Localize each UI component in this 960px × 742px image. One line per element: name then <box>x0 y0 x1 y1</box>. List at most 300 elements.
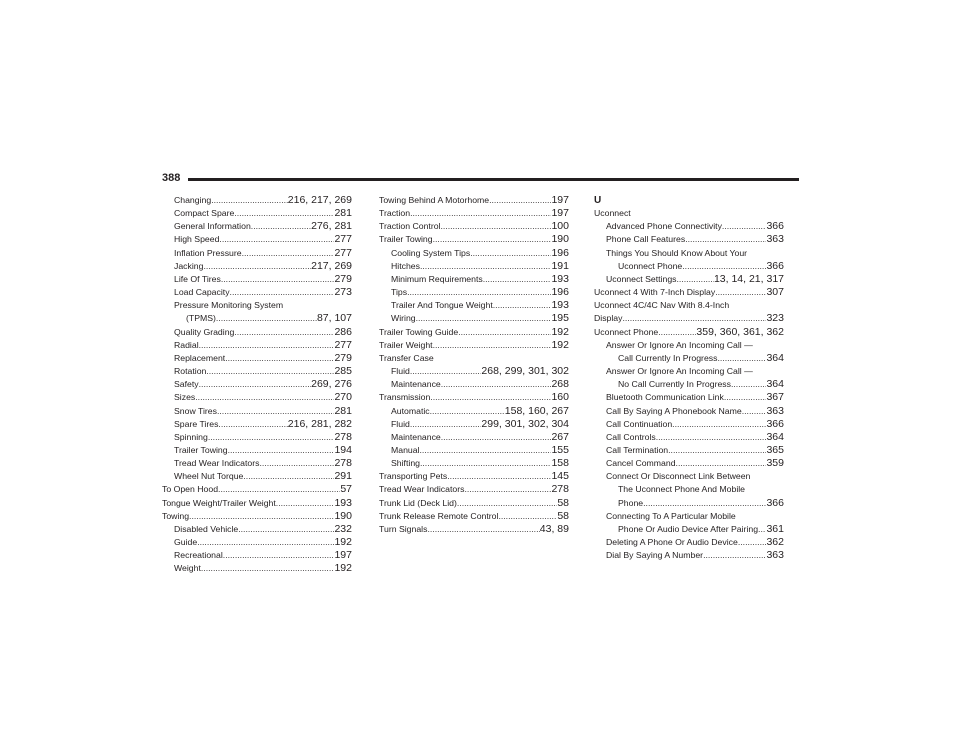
index-page-refs: 366 <box>766 417 784 430</box>
index-term: Trailer Towing <box>174 444 228 455</box>
dot-leader <box>420 260 552 273</box>
index-page-refs: 197 <box>551 207 569 220</box>
index-entry <box>379 444 569 457</box>
index-entry <box>594 286 784 299</box>
index-page-refs: 145 <box>551 470 569 483</box>
index-term: Transmission <box>379 392 431 403</box>
index-term: Snow Tires <box>174 405 217 416</box>
dot-leader <box>201 562 335 575</box>
dot-leader <box>410 207 551 220</box>
index-entry <box>379 523 569 536</box>
index-page-refs: 291 <box>334 470 352 483</box>
index-page-refs: 268 <box>551 378 569 391</box>
index-page-refs: 366 <box>766 220 784 233</box>
dot-leader <box>677 273 714 286</box>
dot-leader <box>189 510 334 523</box>
index-page-refs: 155 <box>551 443 569 456</box>
index-page-refs: 58 <box>557 496 569 509</box>
index-entry <box>162 483 352 496</box>
index-page-refs: 363 <box>766 404 784 417</box>
index-term: Call Continuation <box>606 418 673 429</box>
index-page-refs: 160 <box>551 391 569 404</box>
index-entry <box>162 378 352 391</box>
dot-leader <box>218 418 287 431</box>
dot-leader <box>676 457 767 470</box>
index-entry <box>594 444 784 457</box>
index-page-refs: 270 <box>334 391 352 404</box>
index-page-refs: 216, 217, 269 <box>287 194 352 206</box>
dot-leader <box>489 194 551 207</box>
index-page-refs: 197 <box>334 549 352 562</box>
index-term: Spinning <box>174 431 208 442</box>
index-term: Disabled Vehicle <box>174 523 239 534</box>
index-term: Tread Wear Indicators <box>174 458 260 469</box>
dot-leader <box>447 470 551 483</box>
index-entry <box>594 220 784 233</box>
dot-leader <box>199 378 311 391</box>
index-page-refs: 307 <box>766 286 784 299</box>
index-entry <box>594 549 784 562</box>
dot-leader <box>672 418 766 431</box>
index-term: Towing Behind A Motorhome <box>379 195 490 205</box>
index-term: Safety <box>174 379 199 390</box>
dot-leader <box>498 510 557 523</box>
index-entry <box>594 457 784 470</box>
index-term: Uconnect Phone <box>618 260 683 271</box>
index-term: Compact Spare <box>174 208 235 219</box>
index-page-refs: 192 <box>551 325 569 338</box>
dot-leader <box>685 233 766 246</box>
dot-leader <box>758 523 766 536</box>
index-page-refs: 195 <box>551 312 569 325</box>
index-page-refs: 364 <box>766 430 784 443</box>
index-page-refs: 197 <box>551 194 569 206</box>
index-term: Rotation <box>174 366 207 377</box>
index-entry <box>594 260 784 273</box>
dot-leader <box>410 365 482 378</box>
dot-leader <box>427 523 539 536</box>
dot-leader <box>643 497 766 510</box>
index-entry <box>379 483 569 496</box>
index-entry <box>594 299 784 312</box>
index-term: Phone Or Audio Device After Pairing <box>618 523 759 534</box>
index-term: Phone <box>618 497 644 508</box>
index-page-refs: 278 <box>334 457 352 470</box>
index-page-refs: 285 <box>334 365 352 378</box>
dot-leader <box>199 339 335 352</box>
dot-leader <box>234 326 334 339</box>
dot-leader <box>243 470 334 483</box>
index-page-refs: 286 <box>334 325 352 338</box>
index-page-refs: 43, 89 <box>539 522 569 535</box>
dot-leader <box>195 391 334 404</box>
index-entry <box>162 207 352 220</box>
index-entry <box>162 260 352 273</box>
index-entry <box>162 339 352 352</box>
index-entry <box>162 510 352 523</box>
index-entry <box>594 312 784 325</box>
index-page-refs: 217, 269 <box>311 259 352 272</box>
index-term: Tongue Weight/Trailer Weight <box>162 497 276 508</box>
index-entry <box>594 339 784 352</box>
index-term: Guide <box>174 537 198 548</box>
index-page-refs: 193 <box>551 299 569 312</box>
dot-leader <box>717 352 766 365</box>
index-term: Replacement <box>174 352 226 363</box>
dot-leader <box>703 549 766 562</box>
index-term: Radial <box>174 339 199 350</box>
index-term: Deleting A Phone Or Audio Device <box>606 537 738 548</box>
index-term: Maintenance <box>391 431 441 442</box>
index-term: Towing <box>162 510 190 521</box>
index-page-refs: 277 <box>334 246 352 259</box>
dot-leader <box>216 312 317 325</box>
index-page-refs: 359, 360, 361, 362 <box>696 325 784 338</box>
index-column-2 <box>379 194 569 536</box>
dot-leader <box>742 405 767 418</box>
index-term: Turn Signals <box>379 523 428 534</box>
index-term: Dial By Saying A Number <box>606 550 704 561</box>
dot-leader <box>407 286 551 299</box>
index-entry <box>379 431 569 444</box>
index-entry <box>162 233 352 246</box>
dot-leader <box>420 457 551 470</box>
index-term: U <box>594 195 602 206</box>
header-rule <box>188 178 799 181</box>
index-page-refs: 361 <box>766 522 784 535</box>
index-term: Call Currently In Progress <box>618 352 718 363</box>
index-page-refs: 364 <box>766 378 784 391</box>
dot-leader <box>724 391 767 404</box>
index-page-refs: 323 <box>766 312 784 325</box>
dot-leader <box>656 431 767 444</box>
index-entry <box>379 247 569 260</box>
index-page-refs: 193 <box>551 272 569 285</box>
index-page-refs: 273 <box>334 286 352 299</box>
dot-leader <box>464 483 551 496</box>
index-entry <box>594 352 784 365</box>
index-term: Load Capacity <box>174 287 230 298</box>
index-page-refs: 278 <box>551 483 569 496</box>
index-entry <box>379 378 569 391</box>
index-page-refs: 363 <box>766 233 784 246</box>
index-term: Call Termination <box>606 444 669 455</box>
dot-leader <box>228 444 335 457</box>
index-entry <box>379 194 569 207</box>
index-page-refs: 364 <box>766 351 784 364</box>
index-term: General Information <box>174 221 251 232</box>
index-term: Phone Call Features <box>606 234 686 245</box>
index-term: Transfer Case <box>379 352 434 363</box>
dot-leader <box>234 207 334 220</box>
index-term: Wheel Nut Torque <box>174 471 244 482</box>
index-entry <box>594 365 784 378</box>
index-term: Pressure Monitoring System <box>174 300 284 311</box>
index-term: Connect Or Disconnect Link Between <box>606 471 751 482</box>
index-column-3 <box>594 194 784 562</box>
index-term: Uconnect <box>594 208 631 219</box>
dot-leader <box>483 273 552 286</box>
index-entry <box>594 378 784 391</box>
index-entry <box>594 536 784 549</box>
index-entry <box>594 418 784 431</box>
index-page-refs: 366 <box>766 259 784 272</box>
dot-leader <box>203 260 311 273</box>
index-term: Fluid <box>391 366 410 377</box>
index-entry <box>162 497 352 510</box>
dot-leader <box>219 233 334 246</box>
index-term: Display <box>594 313 623 324</box>
index-entry <box>379 312 569 325</box>
index-term: Trailer Weight <box>379 339 433 350</box>
index-entry <box>594 483 784 496</box>
dot-leader <box>440 220 551 233</box>
index-page-refs: 58 <box>557 509 569 522</box>
index-letter-heading <box>594 194 784 207</box>
index-term: Changing <box>174 195 212 205</box>
index-entry <box>162 194 352 207</box>
index-entry <box>379 260 569 273</box>
index-entry <box>379 457 569 470</box>
index-entry <box>162 220 352 233</box>
dot-leader <box>738 536 767 549</box>
dot-leader <box>259 457 334 470</box>
index-page-refs: 267 <box>551 430 569 443</box>
dot-leader <box>668 444 766 457</box>
dot-leader <box>225 352 334 365</box>
dot-leader <box>197 536 334 549</box>
index-entry <box>379 405 569 418</box>
index-term: Trailer Towing Guide <box>379 326 459 337</box>
index-term: Cooling System Tips <box>391 247 471 258</box>
index-page-refs: 196 <box>551 286 569 299</box>
index-page-refs: 57 <box>340 483 352 496</box>
index-term: Spare Tires <box>174 418 219 429</box>
index-entry <box>379 207 569 220</box>
index-term: Bluetooth Communication Link <box>606 392 724 403</box>
dot-leader <box>230 286 335 299</box>
index-entry <box>594 523 784 536</box>
index-term: Advanced Phone Connectivity <box>606 221 722 232</box>
index-entry <box>379 418 569 431</box>
index-entry <box>162 247 352 260</box>
index-term: Weight <box>174 563 201 574</box>
index-entry <box>162 273 352 286</box>
dot-leader <box>430 405 505 418</box>
index-entry <box>379 365 569 378</box>
index-page-refs: 367 <box>766 391 784 404</box>
dot-leader <box>218 483 340 496</box>
index-term: Traction <box>379 208 411 219</box>
index-term: Uconnect Phone <box>594 326 659 337</box>
dot-leader <box>441 378 552 391</box>
index-term: Sizes <box>174 392 196 403</box>
index-term: Tread Wear Indicators <box>379 484 465 495</box>
index-term: Automatic <box>391 405 430 416</box>
index-entry <box>379 510 569 523</box>
index-term: Hitches <box>391 260 420 271</box>
index-entry <box>594 326 784 339</box>
index-page-refs: 192 <box>334 536 352 549</box>
index-entry <box>162 536 352 549</box>
page-number: 388 <box>162 172 181 184</box>
index-entry <box>594 233 784 246</box>
index-page-refs: 277 <box>334 233 352 246</box>
dot-leader <box>430 391 551 404</box>
index-term: Fluid <box>391 418 410 429</box>
index-term: No Call Currently In Progress <box>618 379 731 390</box>
index-entry <box>379 470 569 483</box>
dot-leader <box>238 523 334 536</box>
index-entry <box>162 523 352 536</box>
dot-leader <box>211 194 288 207</box>
dot-leader <box>410 418 482 431</box>
index-term: Connecting To A Particular Mobile <box>606 510 736 521</box>
index-term: Traction Control <box>379 221 441 232</box>
index-term: Cancel Command <box>606 458 676 469</box>
index-entry <box>379 339 569 352</box>
index-term: Call Controls <box>606 431 656 442</box>
index-term: Recreational <box>174 550 223 561</box>
index-entry <box>594 273 784 286</box>
index-page-refs: 365 <box>766 443 784 456</box>
index-entry <box>379 497 569 510</box>
index-term: Life Of Tires <box>174 273 221 284</box>
index-entry <box>162 391 352 404</box>
index-term: Things You Should Know About Your <box>606 247 748 258</box>
index-entry <box>162 352 352 365</box>
index-page-refs: 276, 281 <box>311 220 352 233</box>
dot-leader <box>722 220 767 233</box>
index-entry <box>379 352 569 365</box>
index-entry <box>594 510 784 523</box>
dot-leader <box>731 378 766 391</box>
index-entry <box>162 470 352 483</box>
index-term: Trunk Lid (Deck Lid) <box>379 497 457 508</box>
index-entry <box>379 273 569 286</box>
index-entry <box>162 549 352 562</box>
index-term: Wiring <box>391 313 416 324</box>
index-term: Uconnect 4 With 7-Inch Display <box>594 287 716 298</box>
index-entry <box>594 405 784 418</box>
index-term: Jacking <box>174 260 204 271</box>
dot-leader <box>217 405 334 418</box>
index-entry <box>162 299 352 312</box>
dot-leader <box>441 431 552 444</box>
dot-leader <box>470 247 551 260</box>
index-term: (TPMS) <box>186 313 216 324</box>
dot-leader <box>433 233 552 246</box>
index-page-refs: 268, 299, 301, 302 <box>481 365 569 378</box>
dot-leader <box>458 326 551 339</box>
index-entry <box>162 326 352 339</box>
index-page-refs: 13, 14, 21, 317 <box>713 272 784 285</box>
dot-leader <box>658 326 696 339</box>
dot-leader <box>623 312 767 325</box>
index-entry <box>162 444 352 457</box>
index-page-refs: 281 <box>334 404 352 417</box>
dot-leader <box>420 444 552 457</box>
dot-leader <box>242 247 335 260</box>
index-page-refs: 190 <box>551 233 569 246</box>
index-entry <box>594 431 784 444</box>
index-entry <box>162 286 352 299</box>
index-page-refs: 363 <box>766 549 784 562</box>
dot-leader <box>682 260 766 273</box>
index-entry <box>379 391 569 404</box>
index-entry <box>162 457 352 470</box>
index-column-1 <box>162 194 352 576</box>
index-term: Inflation Pressure <box>174 247 242 258</box>
index-term: Call By Saying A Phonebook Name <box>606 405 742 416</box>
index-entry <box>594 247 784 260</box>
index-page-refs: 278 <box>334 430 352 443</box>
index-term: Tips <box>391 287 408 298</box>
dot-leader <box>223 549 335 562</box>
index-term: Trunk Release Remote Control <box>379 510 499 521</box>
dot-leader <box>715 286 766 299</box>
index-page-refs: 232 <box>334 522 352 535</box>
index-page-refs: 216, 281, 282 <box>287 417 352 430</box>
index-page-refs: 277 <box>334 338 352 351</box>
dot-leader <box>206 365 334 378</box>
index-page-refs: 100 <box>551 220 569 233</box>
index-page-refs: 194 <box>334 443 352 456</box>
index-entry <box>379 233 569 246</box>
index-page-refs: 191 <box>551 259 569 272</box>
dot-leader <box>276 497 335 510</box>
index-entry <box>594 391 784 404</box>
index-term: Trailer And Tongue Weight <box>391 300 493 311</box>
dot-leader <box>416 312 552 325</box>
index-term: Manual <box>391 444 420 455</box>
index-entry <box>162 365 352 378</box>
index-page-refs: 359 <box>766 457 784 470</box>
index-term: Minimum Requirements <box>391 273 483 284</box>
index-term: Uconnect Settings <box>606 273 677 284</box>
index-page-refs: 193 <box>334 496 352 509</box>
index-entry <box>594 497 784 510</box>
index-entry <box>162 312 352 325</box>
index-page-refs: 279 <box>334 272 352 285</box>
index-entry <box>379 286 569 299</box>
index-page-refs: 366 <box>766 496 784 509</box>
dot-leader <box>457 497 557 510</box>
index-page-refs: 158 <box>551 457 569 470</box>
index-entry <box>379 299 569 312</box>
dot-leader <box>251 220 311 233</box>
index-term: Uconnect 4C/4C Nav With 8.4-Inch <box>594 300 730 311</box>
index-page-refs: 281 <box>334 207 352 220</box>
index-term: High Speed <box>174 234 220 245</box>
index-page-refs: 362 <box>766 536 784 549</box>
dot-leader <box>433 339 552 352</box>
index-entry <box>594 207 784 220</box>
index-entry <box>594 470 784 483</box>
index-entry <box>379 326 569 339</box>
index-term: Transporting Pets <box>379 471 448 482</box>
index-term: Quality Grading <box>174 326 235 337</box>
index-page-refs: 192 <box>551 338 569 351</box>
dot-leader <box>208 431 335 444</box>
index-term: Answer Or Ignore An Incoming Call — <box>606 366 753 377</box>
dot-leader <box>493 299 552 312</box>
index-entry <box>162 418 352 431</box>
index-page-refs: 190 <box>334 509 352 522</box>
index-term: Answer Or Ignore An Incoming Call — <box>606 339 753 350</box>
index-page-refs: 299, 301, 302, 304 <box>481 417 569 430</box>
index-entry <box>379 220 569 233</box>
